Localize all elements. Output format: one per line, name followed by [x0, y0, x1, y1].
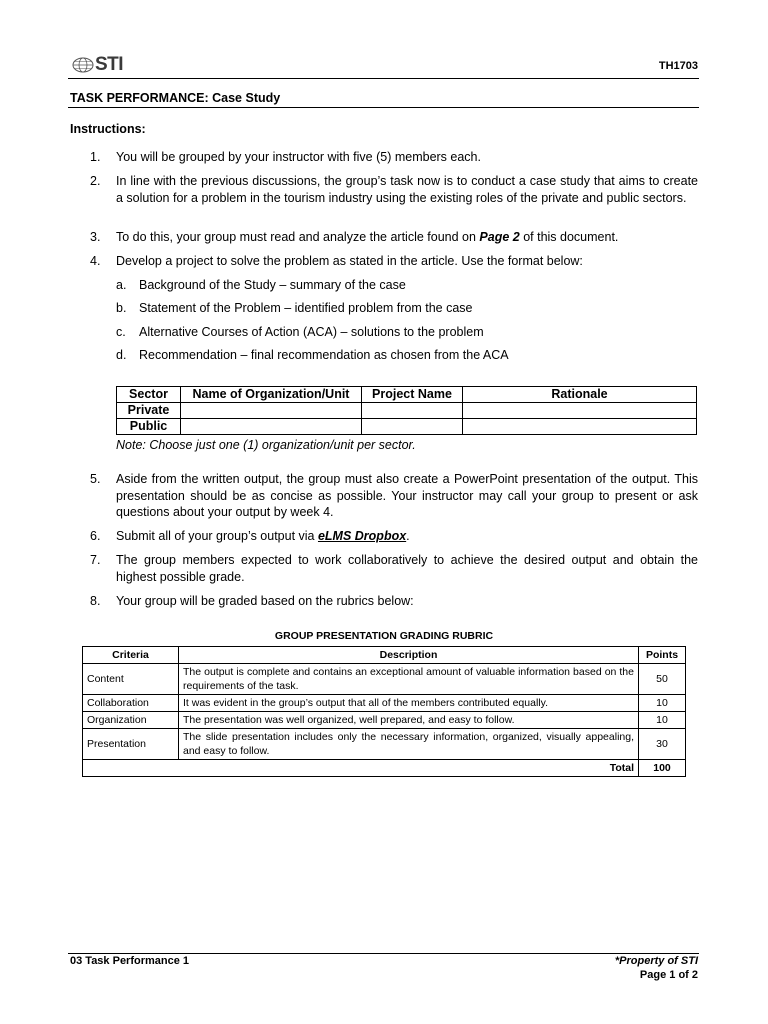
points-cell: 10 [639, 695, 686, 712]
list-item [90, 552, 698, 585]
item-number: 4. [90, 254, 101, 268]
points-cell: 10 [639, 712, 686, 729]
sub-item-text: Alternative Courses of Action (ACA) – solutions to the problem [139, 325, 484, 339]
sector-table [116, 386, 697, 435]
sector-label: Private [117, 403, 181, 419]
document-code: TH1703 [658, 60, 698, 72]
total-row [83, 760, 686, 777]
table-cell [463, 419, 697, 435]
list-item [90, 149, 698, 166]
column-header: Description [179, 647, 639, 664]
title-rule [68, 107, 699, 108]
table-row [117, 403, 697, 419]
item-text: Aside from the written output, the group must also create a PowerPoint presentation of the output. This presentation should be as concise as possible. Your instructor may call your group to present or ask questions about your output by week 4. [116, 472, 698, 519]
item-number: 1. [90, 150, 101, 164]
item-text: In line with the previous discussions, the group’s task now is to conduct a case study that aims to create a solution for a problem in the tourism industry using the existing roles of the private and public sectors. [116, 174, 698, 205]
header-rule [68, 78, 699, 79]
table-cell [181, 419, 362, 435]
item-text: The group members expected to work collaboratively to achieve the desired output and obtain the highest possible grade. [116, 553, 698, 584]
item-text [116, 528, 698, 545]
sub-item-text: Recommendation – final recommendation as chosen from the ACA [139, 348, 509, 362]
item-text: Your group will be graded based on the rubrics below: [116, 594, 414, 608]
page-reference: Page 2 [479, 230, 520, 244]
criteria-cell: Presentation [83, 729, 179, 760]
page-title: TASK PERFORMANCE: Case Study [70, 91, 281, 105]
column-header: Project Name [362, 387, 463, 403]
criteria-cell: Collaboration [83, 695, 179, 712]
table-cell [362, 419, 463, 435]
sub-item-letter: d. [116, 348, 127, 362]
table-row [117, 419, 697, 435]
column-header: Criteria [83, 647, 179, 664]
sub-list-item [116, 324, 698, 341]
item-text-before: To do this, your group must read and analyze the article found on [116, 230, 480, 244]
list-item [90, 229, 698, 246]
table-row [83, 695, 686, 712]
sti-logo [72, 56, 123, 74]
column-header: Points [639, 647, 686, 664]
points-cell: 30 [639, 729, 686, 760]
item-number: 8. [90, 594, 101, 608]
list-item [90, 173, 698, 206]
item-number: 7. [90, 553, 101, 567]
description-cell: The presentation was well organized, well prepared, and easy to follow. [179, 712, 639, 729]
table-header-row [117, 387, 697, 403]
list-item [90, 253, 698, 270]
total-value: 100 [639, 760, 686, 777]
column-header: Sector [117, 387, 181, 403]
sub-item-letter: b. [116, 301, 127, 315]
sub-item-text: Background of the Study – summary of the case [139, 278, 406, 292]
column-header: Name of Organization/Unit [181, 387, 362, 403]
item-number: 5. [90, 472, 101, 486]
description-cell: The output is complete and contains an exceptional amount of valuable information based on the requirements of the task. [179, 664, 639, 695]
sub-item-text: Statement of the Problem – identified problem from the case [139, 301, 473, 315]
sub-item-letter: a. [116, 278, 127, 292]
item-text-after: . [406, 529, 410, 543]
table-row [83, 729, 686, 760]
instructions-heading: Instructions: [70, 122, 146, 136]
table-header-row [83, 647, 686, 664]
item-text [116, 229, 698, 246]
sub-list-item [116, 347, 698, 364]
rubric-title: GROUP PRESENTATION GRADING RUBRIC [274, 630, 494, 642]
table-cell [362, 403, 463, 419]
total-label: Total [83, 760, 639, 777]
item-text-after: of this document. [519, 230, 619, 244]
item-text: Develop a project to solve the problem as stated in the article. Use the format below: [116, 254, 583, 268]
sub-item-letter: c. [116, 325, 126, 339]
list-item [90, 593, 698, 610]
table-cell [463, 403, 697, 419]
footer-document-name: 03 Task Performance 1 [70, 955, 190, 967]
table-note: Note: Choose just one (1) organization/unit per sector. [116, 438, 416, 452]
item-number: 6. [90, 529, 101, 543]
page-number: Page 1 of 2 [639, 969, 698, 981]
table-cell [181, 403, 362, 419]
criteria-cell: Organization [83, 712, 179, 729]
list-item [90, 471, 698, 521]
description-cell: The slide presentation includes only the necessary information, organized, visually appealing, and easy to follow. [179, 729, 639, 760]
item-text-before: Submit all of your group’s output via [116, 529, 318, 543]
description-cell: It was evident in the group’s output that all of the members contributed equally. [179, 695, 639, 712]
globe-icon [72, 57, 94, 73]
sector-label: Public [117, 419, 181, 435]
elms-dropbox-link[interactable]: eLMS Dropbox [317, 529, 407, 543]
item-number: 3. [90, 230, 101, 244]
criteria-cell: Content [83, 664, 179, 695]
list-item [90, 528, 698, 545]
item-number: 2. [90, 174, 101, 188]
column-header: Rationale [463, 387, 697, 403]
grading-rubric-table [82, 646, 686, 777]
table-row [83, 712, 686, 729]
table-row [83, 664, 686, 695]
sub-list-item [116, 300, 698, 317]
footer-property: *Property of STI [614, 955, 698, 967]
item-text: You will be grouped by your instructor with five (5) members each. [116, 150, 481, 164]
footer-rule [68, 953, 699, 954]
sub-list-item [116, 277, 698, 294]
points-cell: 50 [639, 664, 686, 695]
logo-text: STI [95, 54, 124, 75]
